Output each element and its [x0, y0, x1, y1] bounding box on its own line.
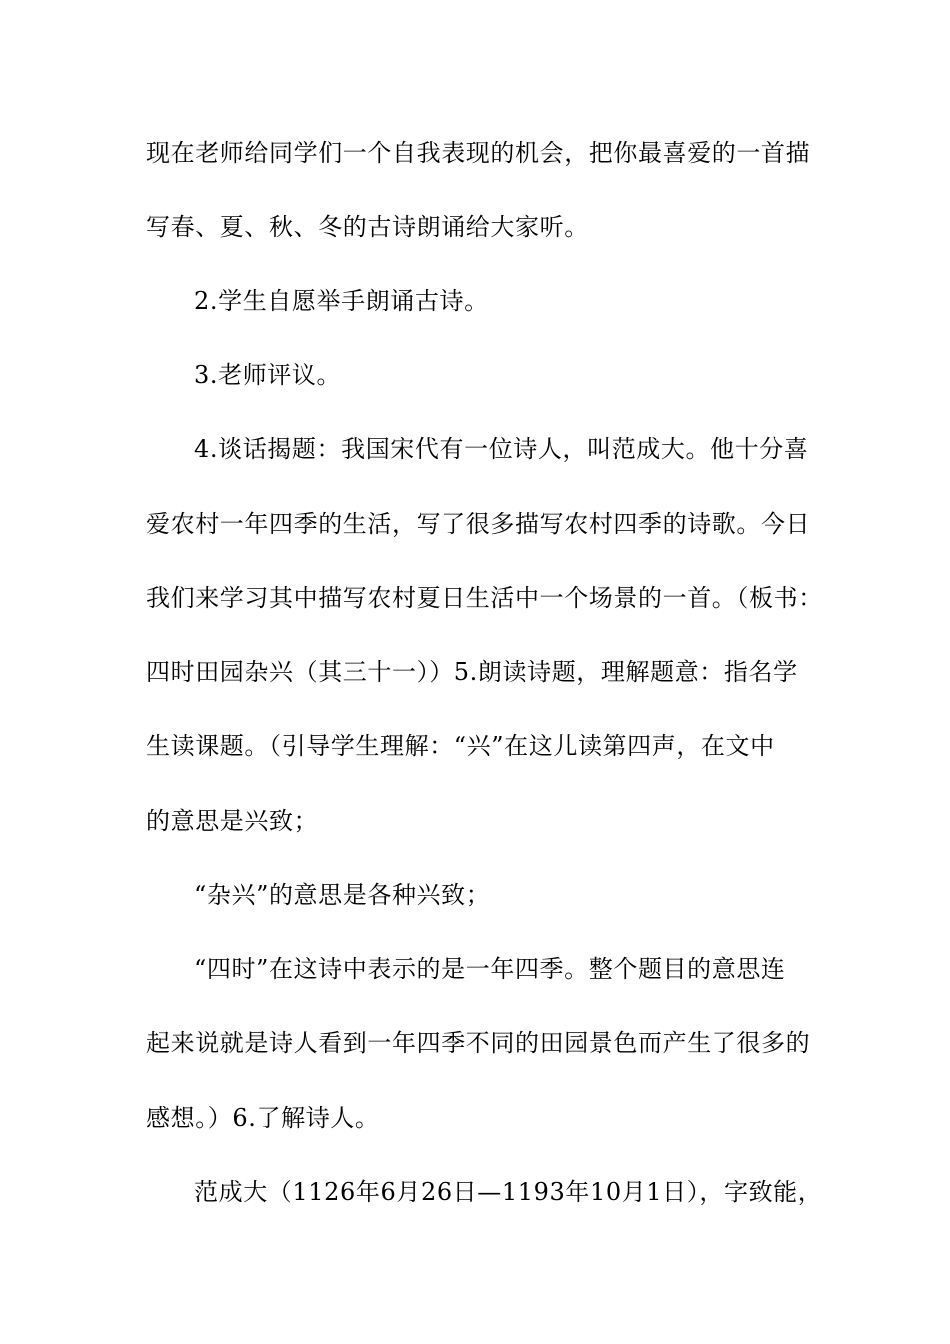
text-line: 感想。）6.了解诗人。 — [146, 1104, 380, 1132]
text-line: 3.老师评议。 — [194, 361, 342, 389]
text-line: 范成大（1126年6月26日—1193年10月1日），字致能， — [194, 1178, 823, 1206]
text-line: “四时”在这诗中表示的是一年四季。整个题目的意思连 — [194, 955, 786, 983]
text-line: 爱农村一年四季的生活，写了很多描写农村四季的诗歌。今日 — [146, 510, 811, 538]
text-line: “杂兴”的意思是各种兴致； — [194, 881, 491, 909]
text-line: 现在老师给同学们一个自我表现的机会，把你最喜爱的一首描 — [146, 139, 811, 167]
text-line: 2.学生自愿举手朗诵古诗。 — [194, 287, 489, 315]
text-line: 我们来学习其中描写农村夏日生活中一个场景的一首。（板书： — [146, 584, 823, 612]
text-line: 生读课题。（引导学生理解：“兴”在这儿读第四声，在文中 — [146, 732, 775, 760]
text-line: 写春、夏、秋、冬的古诗朗诵给大家听。 — [146, 213, 589, 241]
text-line: 四时田园杂兴（其三十一））5.朗读诗题，理解题意：指名学 — [146, 658, 798, 686]
text-line: 4.谈话揭题：我国宋代有一位诗人，叫范成大。他十分喜 — [194, 435, 809, 463]
text-line: 起来说就是诗人看到一年四季不同的田园景色而产生了很多的 — [146, 1029, 811, 1057]
text-line: 的意思是兴致； — [146, 807, 319, 835]
